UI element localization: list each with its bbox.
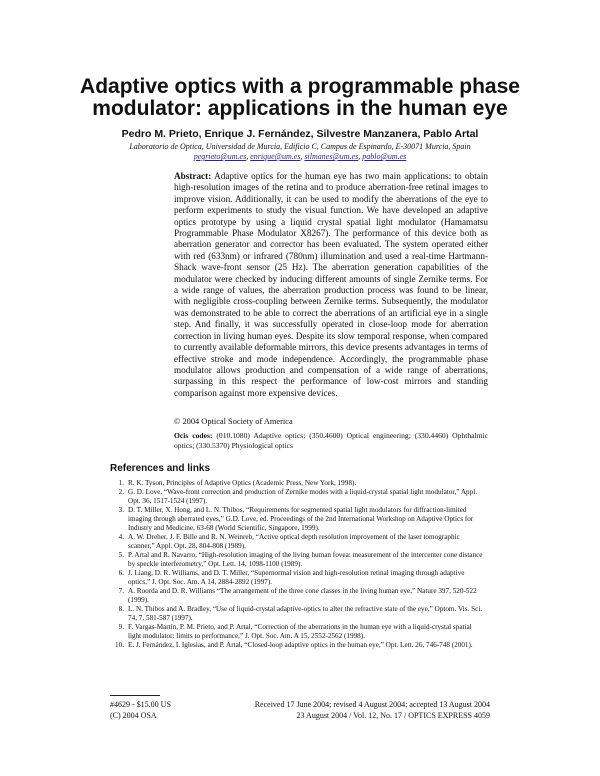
paper-title	[60, 76, 540, 120]
abstract-label: Abstract:	[174, 171, 212, 181]
title-line-2: modulator: applications in the human eye	[92, 97, 508, 120]
reference-text: F. Vargas-Martín, P. M. Prieto, and P. Artal, “Correction of the aberrations in the human eye with a liquid-crystal spatial light modulator: limits to performance,” J. Opt. Soc. Am. A 15, 2552-2562 (1998).	[128, 623, 472, 640]
reference-text: P. Artal and R. Navarro, “High-resolution imaging of the living human fovea: measurement of the intercenter cone distance by speckle interferometry,” Opt. Lett. 14, 1098-1100 (1989).	[128, 551, 483, 568]
title-line-1: Adaptive optics with a programmable phase	[80, 75, 520, 98]
author-list: Pedro M. Prieto, Enrique J. Fernández, Silvestre Manzanera, Pablo Artal	[121, 128, 479, 140]
osa-copyright: (C) 2004 OSA	[110, 710, 157, 720]
reference-number: 3.	[118, 506, 124, 514]
reference-text: E. J. Fernández, I. Iglesias, and P. Artal, “Closed-loop adaptive optics in the human eye,” Opt. Lett. 26, 746-748 (2001).	[128, 641, 473, 649]
ocis-label: Ocis codes:	[174, 431, 213, 440]
reference-number: 4.	[118, 533, 124, 541]
copyright-notice: © 2004 Optical Society of America	[174, 417, 293, 426]
email-link[interactable]: enrique@um.es	[250, 152, 301, 161]
reference-number: 9.	[118, 623, 124, 631]
reference-item	[110, 569, 486, 587]
reference-text: J. Liang, D. R. Williams, and D. T. Miller, “Supernormal vision and high-resolution retinal imaging through adaptive optics,” J. Opt. Soc. Am. A 14, 2884-2892 (1997).	[128, 569, 465, 586]
reference-item	[110, 623, 486, 641]
journal-citation: 23 August 2004 / Vol. 12, No. 17 / OPTICS EXPRESS 4059	[296, 710, 490, 720]
footer-left	[110, 700, 171, 721]
reference-item	[110, 533, 486, 551]
price-line: #4629 - $15.00 US	[110, 700, 171, 709]
footer-divider	[110, 695, 160, 696]
affiliation-block	[60, 142, 540, 162]
reference-text: D. T. Miller, X. Hong, and L. N. Thibos, “Requirements for segmented spatial light modulators for diffraction-limited imaging through aberrated eyes,” G.D. Love, ed. Proceedings of the 2nd International Workshop on Adaptive Optics for Industry and Medicine, 63-68 (World Scientific, Singapore, 1999).	[128, 506, 474, 532]
reference-text: R. K. Tyson, Principles of Adaptive Optics (Academic Press, New York, 1998).	[128, 479, 357, 487]
footer-right	[255, 700, 490, 721]
abstract-text: Adaptive optics for the human eye has two main applications: to obtain high-resolution images of the retina and to produce aberration-free retinal images to improve vision. Additionally, it can be used to modify the aberrations of the eye to perform experiments to study the visual function. We have developed an adaptive optics prototype by using a liquid crystal spatial light modulator (Hamamatsu Programmable Phase Modulator X8267). The performance of this device both as aberration generator and corrector has been evaluated. The system operated either with red (633nm) or infrared (780nm) illumination and used a real-time Hartmann-Shack wave-front sensor (25 Hz). The aberration generation capabilities of the modulator were checked by inducing different amounts of single Zernike terms. For a wide range of values, the aberration production process was found to be linear, with negligible cross-coupling between Zernike terms. Subsequently, the modulator was demonstrated to be able to correct the aberrations of an artificial eye in a single step. And finally, it was successfully operated in close-loop mode for aberration correction in living human eyes. Despite its slow temporal response, when compared to currently available deformable mirrors, this device presents advantages in terms of effective stroke and mode independence. Accordingly, the programmable phase modulator allows production and compensation of a wide range of aberrations, surpassing in this respect the performance of low-cost mirrors and standing comparison against more expensive devices.	[174, 171, 488, 398]
email-link[interactable]: silmanes@um.es	[304, 152, 359, 161]
reference-item	[110, 641, 486, 650]
received-dates: Received 17 June 2004; revised 4 August 2004; accepted 13 August 2004	[254, 700, 490, 709]
email-link[interactable]: pegrieto@um.es	[193, 152, 247, 161]
email-list: pegrieto@um.es, enrique@um.es, silmanes@um.es, pablo@um.es	[193, 152, 407, 161]
reference-number: 5.	[118, 551, 124, 559]
reference-item	[110, 479, 486, 488]
reference-item	[110, 587, 486, 605]
reference-item	[110, 551, 486, 569]
reference-number: 7.	[118, 587, 124, 595]
ocis-codes	[174, 431, 488, 450]
reference-list	[110, 479, 486, 650]
reference-item	[110, 605, 486, 623]
reference-text: A. W. Dreher, J. F. Bille and R. N. Weinreb, “Active optical depth resolution improvement of the laser tomographic scanner,” Appl. Opt. 28, 804-808 (1989).	[128, 533, 460, 550]
abstract	[174, 171, 488, 399]
reference-item	[110, 506, 486, 533]
reference-text: G. D. Love, “Wave-front correction and production of Zernike modes with a liquid-crystal spatial light modulator,” Appl. Opt. 36, 1517-1524 (1997).	[128, 488, 478, 505]
ocis-text: (010.1080) Adaptive optics; (350.4600) Optical engineering; (330.4460) Ophthalmic optics; (330.5370) Physiological optics	[174, 431, 488, 450]
reference-text: L. N. Thibos and A. Bradley, “Use of liquid-crystal adaptive-optics to alter the refractive state of the eye,” Optom. Vis. Sci. 74, 7, 581-587 (1997).	[128, 605, 483, 622]
reference-number: 8.	[118, 605, 124, 613]
reference-item	[110, 488, 486, 506]
reference-text: A. Roorda and D. R. Williams “The arrangement of the three cone classes in the living human eye,” Nature 397, 520-522 (1999).	[128, 587, 477, 604]
affiliation: Laboratorio de Optica, Universidad de Murcia, Edificio C, Campus de Espinardo, E-30071 Murcia, Spain	[129, 142, 471, 151]
reference-number: 2.	[118, 488, 124, 496]
references-heading: References and links	[110, 463, 211, 474]
reference-number: 10.	[115, 641, 124, 649]
email-link[interactable]: pablo@um.es	[362, 152, 407, 161]
reference-number: 6.	[118, 569, 124, 577]
reference-number: 1.	[118, 479, 124, 487]
